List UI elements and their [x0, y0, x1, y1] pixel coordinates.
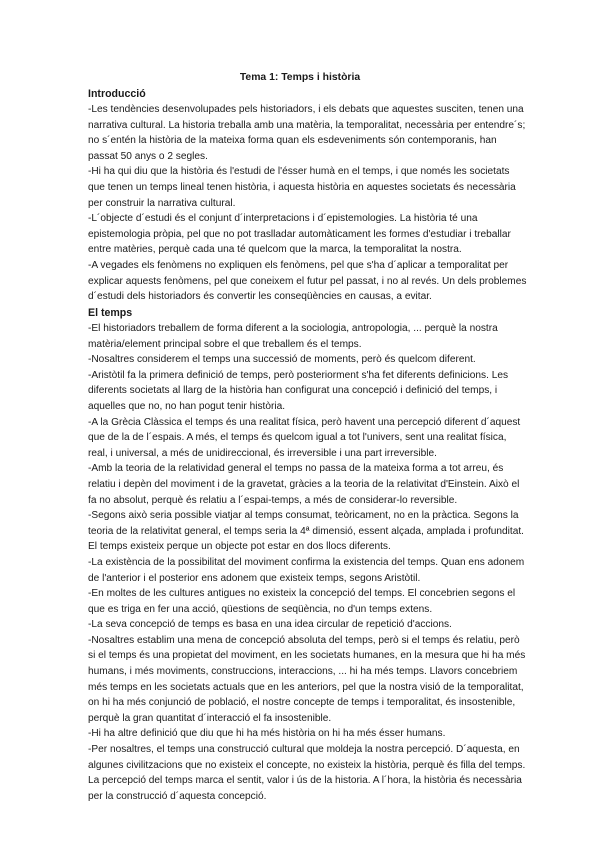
paragraph: -Nosaltres considerem el temps una successió de moments, però és quelcom diferent.: [88, 354, 476, 366]
paragraph: -Per nosaltres, el temps una construcció cultural que moldeja la nostra percepció. D´aquesta, en algunes civilitzacions que no existeix el concepte, no existeix la història, perquè és filla del temps. La percepció del temps marca el sentit, valor i ús de la historia. A l´hora, la història és necessària per la construcció d´aquesta concepció.: [88, 744, 526, 802]
section-heading: El temps: [88, 307, 133, 319]
paragraph: -El historiadors treballem de forma diferent a la sociologia, antropologia, ... perquè la nostra matèria/element principal sobre el que treballem és el temps.: [88, 323, 498, 350]
paragraph: -La seva concepció de temps es basa en una idea circular de repetició d'accions.: [88, 619, 452, 631]
paragraph: -En moltes de les cultures antigues no existeix la concepció del temps. El concebrien segons el que es triga en fer una acció, qüestions de seqüència, no d'un temps extens.: [88, 588, 516, 615]
paragraph: -Nosaltres establim una mena de concepció absoluta del temps, però si el temps és relatiu, però si el temps és una propietat del moviment, en les societats humanes, en la mesura que hi ha més humans, i més moviments, construccions, interaccions, ... hi ha més temps. Llavors concebriem més temps en les societats actuals que en les anteriors, pel que la nostra visió de la temporalitat, on hi ha més conjunció de població, el nostre concepte de temps i temporalitat, és insostenible, perquè la gran quantitat d´interacció el fa insostenible.: [88, 634, 526, 724]
paragraph: -Aristòtil fa la primera definició de temps, però posteriorment s'ha fet diferents definicions. Les diferents societats al llarg de la història han configurat una concepció i definició del temps, i aquelles que no, no han pogut tenir història.: [88, 369, 509, 412]
paragraph: -La existència de la possibilitat del moviment confirma la existencia del temps. Quan ens adonem de l'anterior i el posterior ens adonem que existeix temps, segons Aristòtil.: [88, 556, 525, 584]
paragraph: -A vegades els fenòmens no expliquen els fenòmens, pel que s'ha d´aplicar a temporalitat per explicar aquests fenòmens, pel que coneixem el futur pel passat, i no al revés. Un dels problemes d´estudi dels historiadors és convertir les conseqüències en causas, a evitar.: [88, 259, 527, 303]
section-heading: Introducció: [88, 88, 146, 100]
document-title: Tema 1: Temps i història: [239, 72, 361, 83]
paragraph: -A la Grècia Clàssica el temps és una realitat física, però havent una percepció diferent d´aquest que de la de l´espais. A més, el temps és quelcom igual a tot l'univers, sent una realitat física, real, i universal, a més de unidireccional, és irreversible i una part irreversible.: [88, 416, 521, 459]
paragraph: -Segons això seria possible viatjar al temps consumat, teòricament, no en la pràctica. Segons la teoria de la relativitat general, el temps seria la 4ª dimensió, essent alçada, amplada i profunditat. El temps existeix perque un objecte pot estar en dos llocs diferents.: [88, 510, 524, 553]
paragraph: -L´objecte d´estudi és el conjunt d´interpretacions i d´epistemologies. La història té una epistemologia pròpia, pel que no pot traslladar automàticament les formes d'estudiar i treballar entre matèries, perquè cada una té quelcom que la marca, la temporalitat la nostra.: [88, 213, 511, 256]
section-introduccio: [88, 86, 528, 305]
paragraph: -Amb la teoria de la relatividad general el temps no passa de la mateixa forma a tot arreu, és relatiu i depèn del moviment i de la gravetat, gràcies a la teoria de la relativitat d'Einstein. Això el fa no absolut, perquè és relatiu a l´espai-temps, a més de considerar-lo reversible.: [88, 463, 520, 506]
paragraph: -Hi ha qui diu que la història és l'estudi de l'ésser humà en el temps, i que només les societats que tenen un temps lineal tenen història, i aquesta història en aquestes societats és necessària per construir la narrativa cultural.: [88, 166, 516, 209]
paragraph: -Les tendències desenvolupades pels historiadors, i els debats que aquestes susciten, tenen una narrativa cultural. La historia treballa amb una matèria, la temporalitat, necessària per entendre´s; no s´entén la història de la mateixa forma quan els esdeveniments són contemporanis, han passat 50 anys o 2 segles.: [88, 104, 526, 162]
paragraph: -Hi ha altre definició que diu que hi ha més història on hi ha més ésser humans.: [88, 728, 446, 740]
section-el-temps: [88, 305, 528, 804]
